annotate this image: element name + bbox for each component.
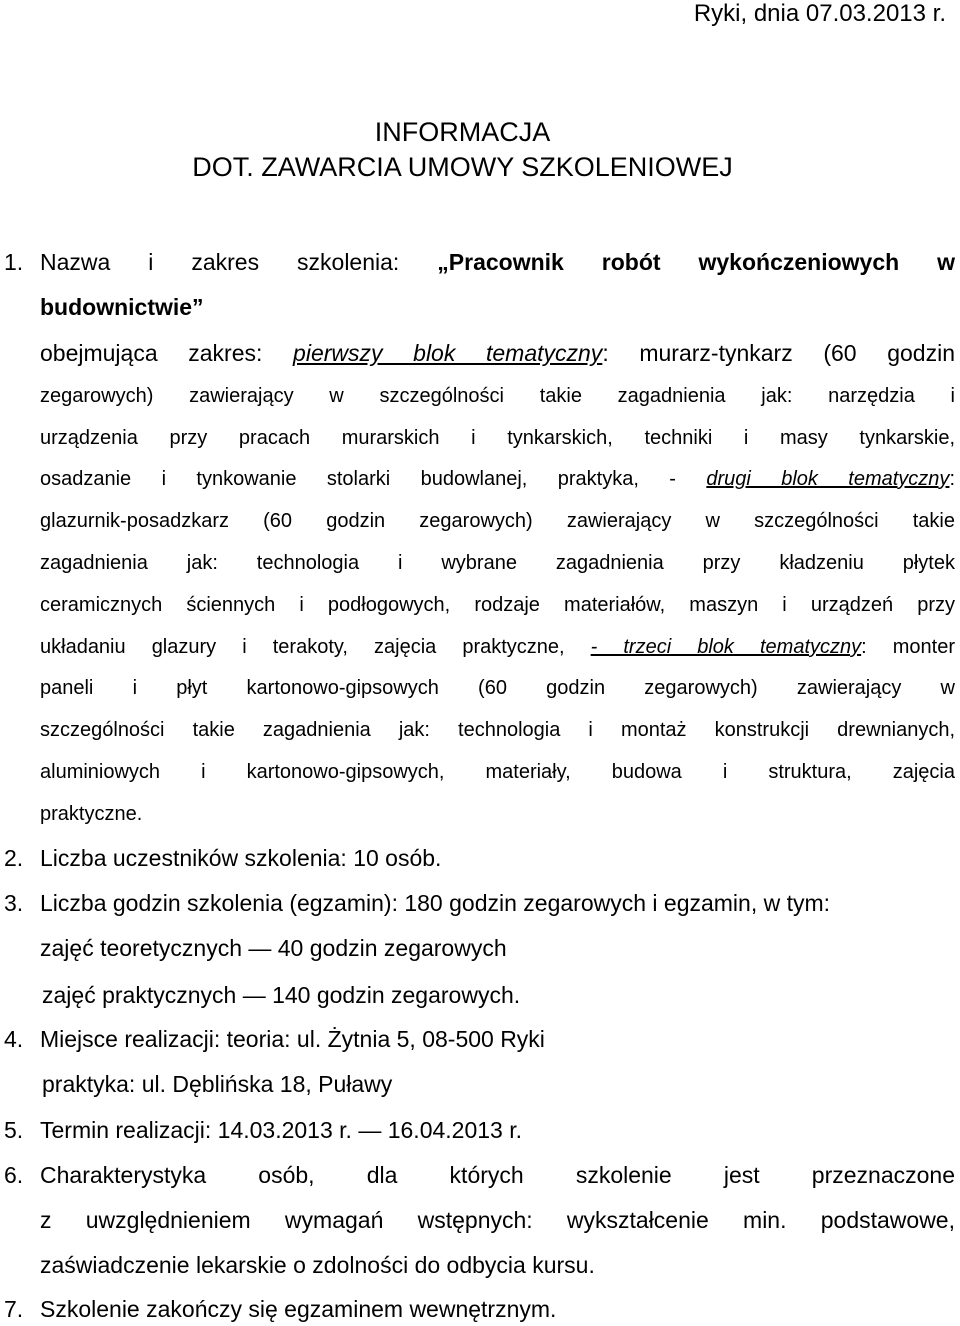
item-1-line-10	[40, 636, 955, 659]
item-3-text: Liczba godzin szkolenia (egzamin): 180 godzin zegarowych i egzamin, w tym:	[40, 890, 831, 916]
block-3-label: - trzeci blok tematyczny	[590, 636, 862, 658]
item-5-text: Termin realizacji: 14.03.2013 r. — 16.04.2013 r.	[40, 1117, 523, 1143]
item-3-sub-1: zajęć teoretycznych — 40 godzin zegarowych	[40, 935, 507, 961]
course-name-part2: budownictwie”	[40, 294, 204, 320]
document-title-line1: INFORMACJA	[374, 117, 551, 147]
document-title-line2: DOT. ZAWARCIA UMOWY SZKOLENIOWEJ	[192, 152, 733, 182]
item-3-sub-2: zajęć praktycznych — 140 godzin zegarowych.	[42, 982, 521, 1008]
item-3-number: 3.	[4, 890, 24, 916]
item-1-line-1	[40, 249, 955, 276]
line-10-prefix: układaniu glazury i terakoty, zajęcia praktyczne,	[40, 636, 591, 658]
item-1-line-11: paneli i płyt kartonowo-gipsowych (60 godzin zegarowych) zawierający w	[40, 677, 955, 699]
item-6-line-1: Charakterystyka osób, dla których szkolenie jest przeznaczone	[40, 1162, 955, 1188]
item-1-line-14: praktyczne.	[40, 803, 143, 825]
item-1-line-3	[40, 340, 955, 367]
item-1-line-7: glazurnik-posadzkarz (60 godzin zegarowych) zawierający w szczególności takie	[40, 510, 955, 532]
item-1-line-8: zagadnienia jak: technologia i wybrane zagadnienia przy kładzeniu płytek	[40, 552, 955, 574]
block-2-label: drugi blok tematyczny	[706, 468, 950, 490]
item-1-line-5: urządzenia przy pracach murarskich i tynkarskich, techniki i masy tynkarskie,	[40, 427, 955, 449]
item-6-line-2: z uwzględnieniem wymagań wstępnych: wykształcenie min. podstawowe,	[40, 1207, 955, 1233]
item-1-line-12: szczególności takie zagadnienia jak: technologia i montaż konstrukcji drewnianych,	[40, 719, 955, 741]
item-4-number: 4.	[4, 1026, 24, 1052]
item-1-line-13: aluminiowych i kartonowo-gipsowych, materiały, budowa i struktura, zajęcia	[40, 761, 955, 783]
item-6-line-3: zaświadczenie lekarskie o zdolności do odbycia kursu.	[40, 1252, 595, 1278]
item-5-number: 5.	[4, 1117, 24, 1143]
line-10-suffix: : monter	[861, 636, 955, 658]
item-1-line-4: zegarowych) zawierający w szczególności takie zagadnienia jak: narzędzia i	[40, 385, 955, 407]
item-6-number: 6.	[4, 1162, 24, 1188]
line-3-prefix: obejmująca zakres:	[40, 340, 294, 366]
line-6-suffix: :	[949, 468, 955, 490]
item-1-line-6	[40, 468, 955, 491]
item-4-sub: praktyka: ul. Dęblińska 18, Puławy	[42, 1071, 393, 1097]
item-4-text: Miejsce realizacji: teoria: ul. Żytnia 5, 08-500 Ryki	[40, 1026, 545, 1052]
block-1-label: pierwszy blok tematyczny	[293, 340, 603, 366]
item-7-number: 7.	[4, 1296, 24, 1322]
item-7-text: Szkolenie zakończy się egzaminem wewnętrznym.	[40, 1296, 557, 1322]
item-1-line-9: ceramicznych ściennych i podłogowych, rodzaje materiałów, maszyn i urządzeń przy	[40, 594, 955, 616]
item-2-text: Liczba uczestników szkolenia: 10 osób.	[40, 845, 442, 871]
item-2-number: 2.	[4, 845, 24, 871]
item-1-number: 1.	[4, 249, 24, 275]
line-3-suffix: : murarz-tynkarz (60 godzin	[602, 340, 955, 366]
place-date: Ryki, dnia 07.03.2013 r.	[693, 0, 946, 27]
item-1-label: Nazwa i zakres szkolenia:	[40, 249, 400, 275]
line-6-prefix: osadzanie i tynkowanie stolarki budowlanej, praktyka, -	[40, 468, 707, 490]
course-name-part1: „Pracownik robót wykończeniowych w	[437, 249, 956, 275]
